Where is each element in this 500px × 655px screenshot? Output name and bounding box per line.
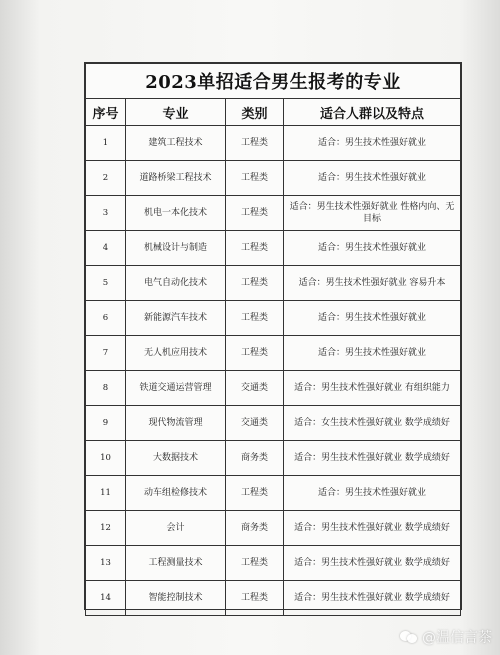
cell-major: 无人机应用技术 bbox=[126, 336, 226, 371]
cell-category: 工程类 bbox=[226, 231, 284, 266]
table-row bbox=[86, 406, 461, 441]
cell-category: 工程类 bbox=[226, 196, 284, 231]
cell-category: 工程类 bbox=[226, 336, 284, 371]
majors-table bbox=[85, 63, 461, 616]
cell-major: 新能源汽车技术 bbox=[126, 301, 226, 336]
cell-category: 工程类 bbox=[226, 126, 284, 161]
watermark-text: @温信言茶 bbox=[422, 630, 492, 646]
cell-category: 商务类 bbox=[226, 511, 284, 546]
cell-major: 电气自动化技术 bbox=[126, 266, 226, 301]
cell-description: 适合：男生技术性强好就业 bbox=[284, 231, 461, 266]
header-description: 适合人群以及特点 bbox=[284, 99, 461, 126]
cell-number: 9 bbox=[86, 406, 126, 441]
cell-category: 交通类 bbox=[226, 406, 284, 441]
table-row bbox=[86, 511, 461, 546]
cell-category: 交通类 bbox=[226, 371, 284, 406]
cell-number: 6 bbox=[86, 301, 126, 336]
cell-description: 适合：男生技术性强好就业 bbox=[284, 126, 461, 161]
cell-description: 适合：男生技术性强好就业 有组织能力 bbox=[284, 371, 461, 406]
cell-description: 适合：男生技术性强好就业 数学成绩好 bbox=[284, 441, 461, 476]
table-row bbox=[86, 581, 461, 616]
cell-number: 12 bbox=[86, 511, 126, 546]
cell-number: 8 bbox=[86, 371, 126, 406]
cell-description: 适合：男生技术性强好就业 数学成绩好 bbox=[284, 581, 461, 616]
cell-description: 适合：男生技术性强好就业 数学成绩好 bbox=[284, 546, 461, 581]
cell-major: 大数据技术 bbox=[126, 441, 226, 476]
cell-description: 适合：男生技术性强好就业 bbox=[284, 476, 461, 511]
cell-category: 工程类 bbox=[226, 581, 284, 616]
cell-number: 4 bbox=[86, 231, 126, 266]
table-row bbox=[86, 371, 461, 406]
cell-description: 适合：男生技术性强好就业 性格内向、无目标 bbox=[284, 196, 461, 231]
table-row bbox=[86, 441, 461, 476]
cell-major: 会计 bbox=[126, 511, 226, 546]
cell-description: 适合：男生技术性强好就业 bbox=[284, 336, 461, 371]
header-major: 专业 bbox=[126, 99, 226, 126]
cell-category: 工程类 bbox=[226, 266, 284, 301]
cell-description: 适合：男生技术性强好就业 bbox=[284, 161, 461, 196]
cell-category: 工程类 bbox=[226, 476, 284, 511]
cell-number: 2 bbox=[86, 161, 126, 196]
cell-major: 工程测量技术 bbox=[126, 546, 226, 581]
cell-category: 商务类 bbox=[226, 441, 284, 476]
cell-number: 14 bbox=[86, 581, 126, 616]
cell-major: 现代物流管理 bbox=[126, 406, 226, 441]
table-row bbox=[86, 126, 461, 161]
logo-icon bbox=[400, 630, 418, 644]
cell-major: 道路桥梁工程技术 bbox=[126, 161, 226, 196]
cell-description: 适合：女生技术性强好就业 数学成绩好 bbox=[284, 406, 461, 441]
cell-number: 13 bbox=[86, 546, 126, 581]
cell-major: 智能控制技术 bbox=[126, 581, 226, 616]
cell-major: 建筑工程技术 bbox=[126, 126, 226, 161]
table-header-row bbox=[86, 99, 461, 126]
cell-category: 工程类 bbox=[226, 546, 284, 581]
page-title: 2023单招适合男生报考的专业 bbox=[86, 64, 461, 99]
table-row bbox=[86, 196, 461, 231]
cell-number: 11 bbox=[86, 476, 126, 511]
document-sheet bbox=[84, 62, 462, 610]
cell-number: 10 bbox=[86, 441, 126, 476]
cell-major: 机械设计与制造 bbox=[126, 231, 226, 266]
cell-category: 工程类 bbox=[226, 161, 284, 196]
cell-major: 动车组检修技术 bbox=[126, 476, 226, 511]
cell-description: 适合：男生技术性强好就业 数学成绩好 bbox=[284, 511, 461, 546]
cell-number: 1 bbox=[86, 126, 126, 161]
cell-major: 机电一本化技术 bbox=[126, 196, 226, 231]
table-row bbox=[86, 546, 461, 581]
header-category: 类别 bbox=[226, 99, 284, 126]
cell-category: 工程类 bbox=[226, 301, 284, 336]
table-row bbox=[86, 161, 461, 196]
watermark bbox=[400, 627, 492, 647]
table-row bbox=[86, 301, 461, 336]
header-number: 序号 bbox=[86, 99, 126, 126]
table-row bbox=[86, 476, 461, 511]
table-row bbox=[86, 336, 461, 371]
table-row bbox=[86, 231, 461, 266]
cell-number: 5 bbox=[86, 266, 126, 301]
cell-number: 7 bbox=[86, 336, 126, 371]
cell-description: 适合：男生技术性强好就业 容易升本 bbox=[284, 266, 461, 301]
cell-number: 3 bbox=[86, 196, 126, 231]
cell-description: 适合：男生技术性强好就业 bbox=[284, 301, 461, 336]
table-row bbox=[86, 266, 461, 301]
cell-major: 铁道交通运营管理 bbox=[126, 371, 226, 406]
